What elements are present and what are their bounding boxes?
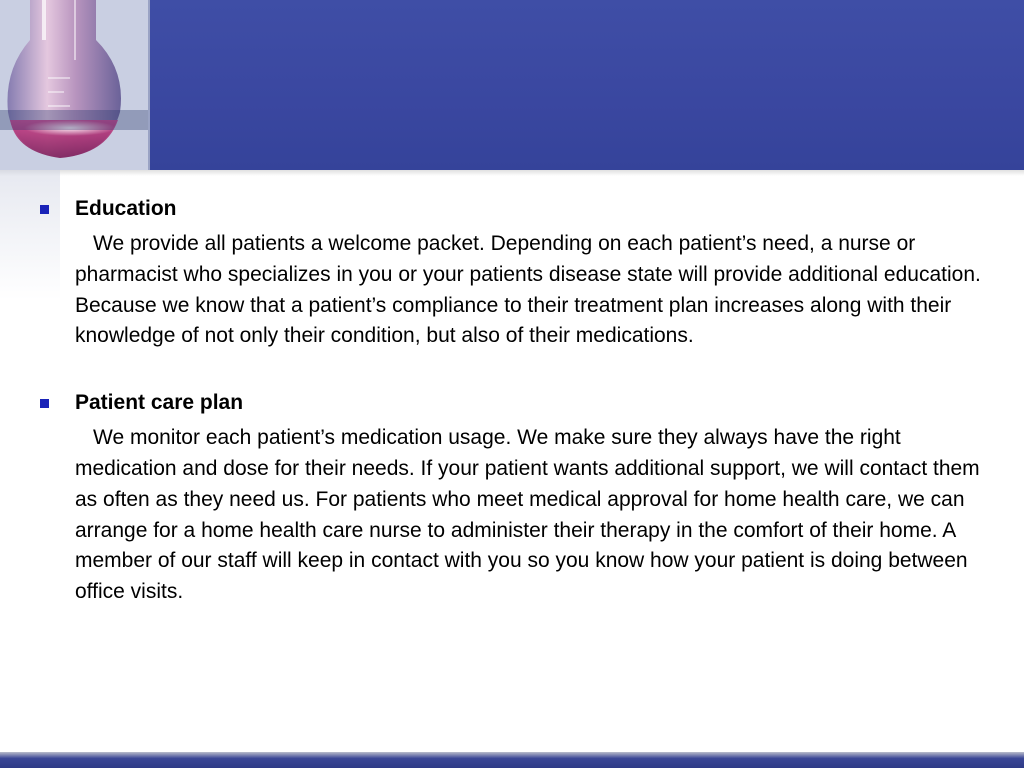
square-bullet-icon xyxy=(40,205,49,214)
flask-image xyxy=(0,0,150,170)
item-title: Education xyxy=(75,197,177,220)
item-title: Patient care plan xyxy=(75,391,244,415)
content-area xyxy=(36,194,996,608)
item-body: We provide all patients a welcome packet. Depending on each patient’s need, a nurse or pharmacist who specializes in you or your patients disease state will provide additional education. Because we know that a patient’s compliance to their treatment plan increases along with their knowledge of not only their condition, but also of their medications. xyxy=(75,232,981,348)
header-divider xyxy=(0,170,1024,176)
flask-icon xyxy=(0,0,148,170)
header-band xyxy=(0,0,1024,170)
list-item xyxy=(36,194,996,352)
footer-band xyxy=(0,752,1024,768)
item-body: We monitor each patient’s medication usage. We make sure they always have the right medication and dose for their needs. If your patient wants additional support, we will contact them as often as they need us. For patients who meet medical approval for home health care, we can arrange for a home health care nurse to administer their therapy in the comfort of their home. A member of our staff will keep in contact with you so you know how your patient is doing between office visits. xyxy=(75,426,980,604)
list-item xyxy=(36,388,996,608)
square-bullet-icon xyxy=(40,399,49,408)
